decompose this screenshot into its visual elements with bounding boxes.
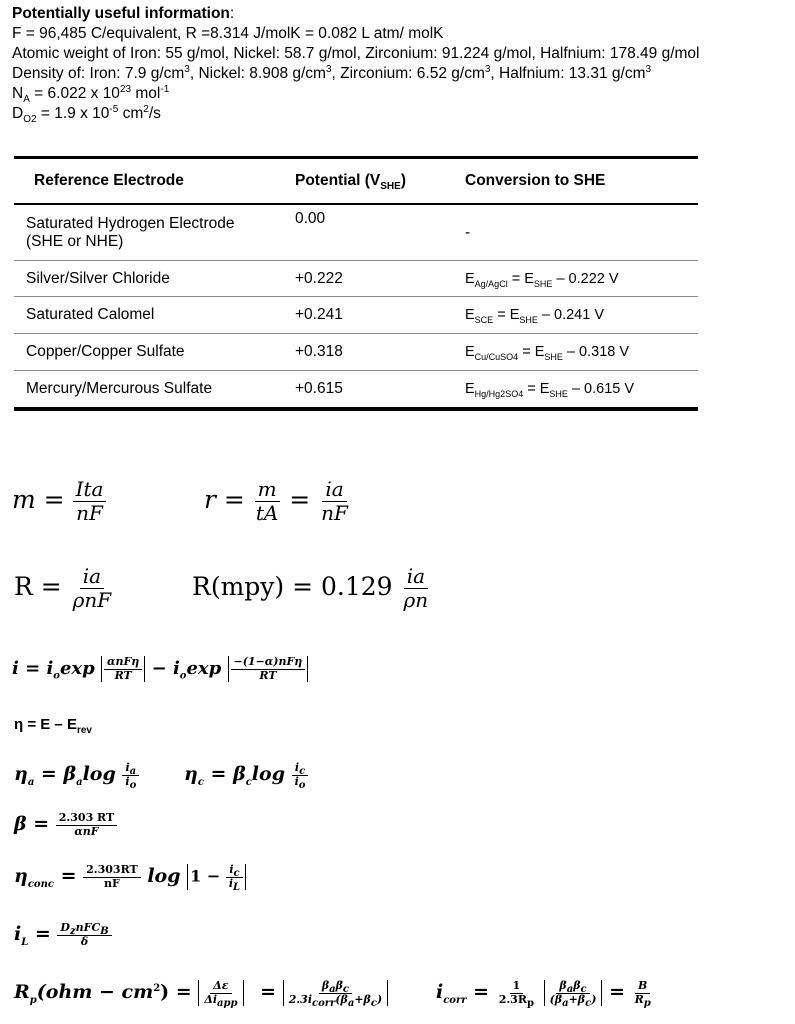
header-conversion: Conversion to SHE: [465, 172, 606, 189]
mpy-equation: R(mpy) = 0.129 $\frac{ia}{\rho n}$: [192, 564, 429, 612]
avogadro-line: $N_A = 6.022$ x $10^{23}$ mol$^{-1}$: [12, 83, 170, 106]
tafel-slope-equation: β = $\frac{2.303 RT}{\text{αnF}}$: [14, 812, 117, 838]
conversion-cell: $E_{Ag/AgCl} = E_{SHE} - 0.222$ V: [465, 270, 619, 289]
constants-line: F = 96,485 C/equivalent, R =8.314 J/molK = 0.082 L atm/ molK: [12, 25, 444, 42]
header-electrode: Reference Electrode: [34, 172, 184, 189]
table-row: [14, 205, 698, 261]
anodic-tafel-equation: $\eta_a = \beta_a\log$ $\frac{i_a}{i_o}$: [14, 762, 139, 788]
corrosion-current-equation: $i_{corr}$ = $\frac{1}{2.3R_p}$ $\frac{\beta_a\beta_c}{(\beta_a+\beta_c)}$ = $\frac{B}{R_p}$: [436, 979, 651, 1009]
butler-volmer-equation: $i = i_o\exp$ $\frac{\text{αnFη}}{RT}$ − $i_o\exp$ $\frac{\text{−(1−α)nFη}}{RT}$: [12, 656, 308, 682]
rate-equation: r = $\frac{m}{tA}$ = $\frac{ia}{nF}$: [204, 477, 348, 525]
faraday-mass-equation: m = $\frac{\text{Ita}}{nF}$: [12, 478, 106, 525]
electrode-cell: Copper/Copper Sulfate: [26, 343, 185, 360]
penetration-rate-equation: R = $\frac{ia}{\text{ρnF}}$: [14, 564, 112, 612]
reference-electrode-table: [14, 156, 698, 411]
conversion-cell: $E_{Cu/CuSO4} = E_{SHE} - 0.318$ V: [465, 344, 630, 362]
cathodic-tafel-equation: $\eta_c = \beta_c\log$ $\frac{i_c}{i_o}$: [184, 762, 308, 788]
electrode-cell: Saturated Calomel: [26, 306, 155, 323]
atomic-weights-line: Atomic weight of Iron: 55 g/mol, Nickel: 58.7 g/mol, Zirconium: 91.224 g/mol, Halfnium: 178.49 g/mol: [12, 45, 700, 62]
diffusivity-line: $D_{O2} = 1.9$ x $10^{-5}$ $cm^2/s$: [12, 103, 161, 126]
limiting-current-equation: $i_L$ = $\frac{D_znFC_B}{\delta}$: [14, 922, 112, 948]
table-bottom-rule: [14, 407, 698, 411]
table-row: [14, 334, 698, 371]
potential-cell: +0.318: [295, 343, 343, 360]
conversion-cell: $E_{Hg/Hg2SO4} = E_{SHE} - 0.615$ V: [465, 381, 635, 399]
electrode-cell: Saturated Hydrogen Electrode (SHE or NHE): [26, 214, 235, 250]
table-header-row: [14, 159, 698, 205]
potential-cell: +0.615: [295, 380, 343, 397]
electrode-cell: Silver/Silver Chloride: [26, 269, 170, 287]
table-row: [14, 261, 698, 297]
header-potential: Potential $(V_{SHE})$: [295, 172, 406, 193]
info-title: Potentially useful information:: [12, 5, 235, 22]
info-block: [12, 4, 699, 124]
concentration-polarization-equation: $\eta_{conc}$ = $\frac{2.303RT}{nF}$ log 1 − $\frac{i_c}{i_L}$: [14, 864, 246, 890]
table-row: [14, 297, 698, 334]
potential-cell: 0.00: [295, 210, 326, 227]
potential-cell: +0.222: [295, 269, 343, 287]
potential-cell: +0.241: [295, 306, 343, 323]
table-row: [14, 371, 698, 407]
conversion-cell: -: [465, 223, 471, 241]
conversion-cell: $E_{SCE} = E_{SHE} - 0.241$ V: [465, 307, 605, 325]
density-line: Density of: Iron: 7.9 $g/cm^3$, Nickel: 8.908 $g/cm^3$, Zirconium: 6.52 $g/cm^3$, Halfnium: 13.31 $g/cm^3$: [12, 63, 652, 82]
polarization-resistance-equation: $R_p(ohm - cm^2)$ = $\frac{\Delta\varepsilon}{\Delta i_{app}}$ = $\frac{\beta_a\beta_c}{2.3i_{corr}(\beta_a+\beta_c)}$: [14, 980, 388, 1006]
overpotential-definition: $\eta = E - E_{rev}$: [14, 716, 92, 736]
electrode-cell: Mercury/Mercurous Sulfate: [26, 380, 213, 397]
